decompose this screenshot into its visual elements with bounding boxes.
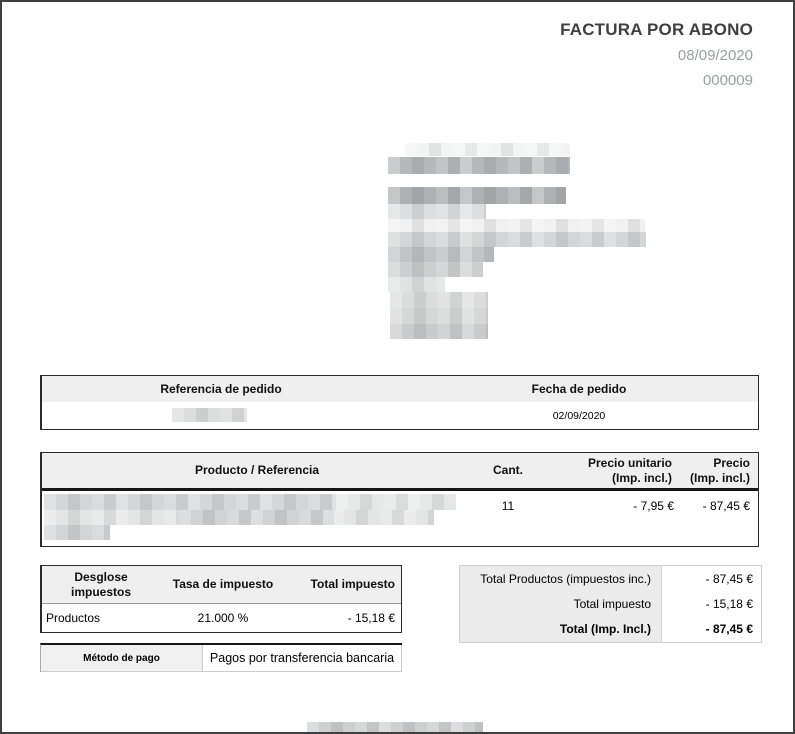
redaction-block xyxy=(390,308,488,324)
order-reference-redacted xyxy=(172,408,247,422)
order-table-header xyxy=(42,376,758,402)
redaction-block xyxy=(388,277,445,292)
footer-redacted xyxy=(307,722,483,734)
invoice-date: 08/09/2020 xyxy=(677,47,753,64)
page-title: FACTURA POR ABONO xyxy=(560,20,753,39)
invoice-number: 000009 xyxy=(702,72,753,89)
redaction-block xyxy=(388,157,570,174)
grand-total-label: Total (Imp. Incl.) xyxy=(460,617,661,642)
redaction-block xyxy=(44,525,110,540)
order-reference-header: Referencia de pedido xyxy=(160,382,282,396)
qty-header: Cant. xyxy=(493,463,523,477)
order-date-header: Fecha de pedido xyxy=(531,382,627,396)
price-header: Precio (Imp. incl.) xyxy=(690,455,750,485)
price-value: - 87,45 € xyxy=(702,499,750,513)
redaction-block xyxy=(405,143,570,156)
product-table xyxy=(40,452,759,547)
unit-price-header: Precio unitario (Imp. incl.) xyxy=(587,455,672,485)
order-table-row xyxy=(42,402,758,429)
totals-box xyxy=(459,565,762,643)
tax-table-row xyxy=(42,604,401,632)
redaction-block xyxy=(388,247,494,262)
grand-total-value: - 87,45 € xyxy=(661,617,761,642)
redaction-block xyxy=(44,494,336,510)
unit-price-value: - 7,95 € xyxy=(633,499,674,513)
redaction-block xyxy=(388,262,483,277)
redaction-block xyxy=(388,187,566,204)
total-products-label: Total Productos (impuestos inc.) xyxy=(460,566,661,591)
order-date-value: 02/09/2020 xyxy=(552,409,606,422)
product-table-row xyxy=(42,491,758,543)
tax-table-header xyxy=(42,566,401,604)
tax-total-value: - 15,18 € xyxy=(347,611,395,625)
tax-rate-header: Tasa de impuesto xyxy=(172,577,274,591)
redaction-block xyxy=(390,324,488,339)
total-products-value: - 87,45 € xyxy=(661,566,761,591)
tax-total-header: Total impuesto xyxy=(310,577,395,591)
redaction-block xyxy=(388,232,646,247)
redaction-block xyxy=(388,204,486,219)
product-table-header xyxy=(42,453,758,491)
total-tax-value: - 15,18 € xyxy=(661,591,761,616)
tax-breakdown-table xyxy=(40,565,402,633)
tax-breakdown-header: Desglose impuestos xyxy=(70,569,131,599)
product-header: Producto / Referencia xyxy=(194,463,320,477)
tax-name: Productos xyxy=(46,611,101,625)
order-reference-table xyxy=(40,375,759,430)
redaction-block xyxy=(336,494,456,510)
payment-method-table xyxy=(40,643,402,672)
redaction-block xyxy=(179,510,334,525)
tax-rate-value: 21.000 % xyxy=(197,611,249,625)
payment-method-label: Método de pago xyxy=(41,645,203,672)
qty-value: 11 xyxy=(501,499,515,513)
redaction-block xyxy=(390,292,488,308)
total-tax-label: Total impuesto xyxy=(460,591,661,616)
redaction-block xyxy=(388,219,645,232)
payment-method-value: Pagos por transferencia bancaria xyxy=(203,645,402,672)
